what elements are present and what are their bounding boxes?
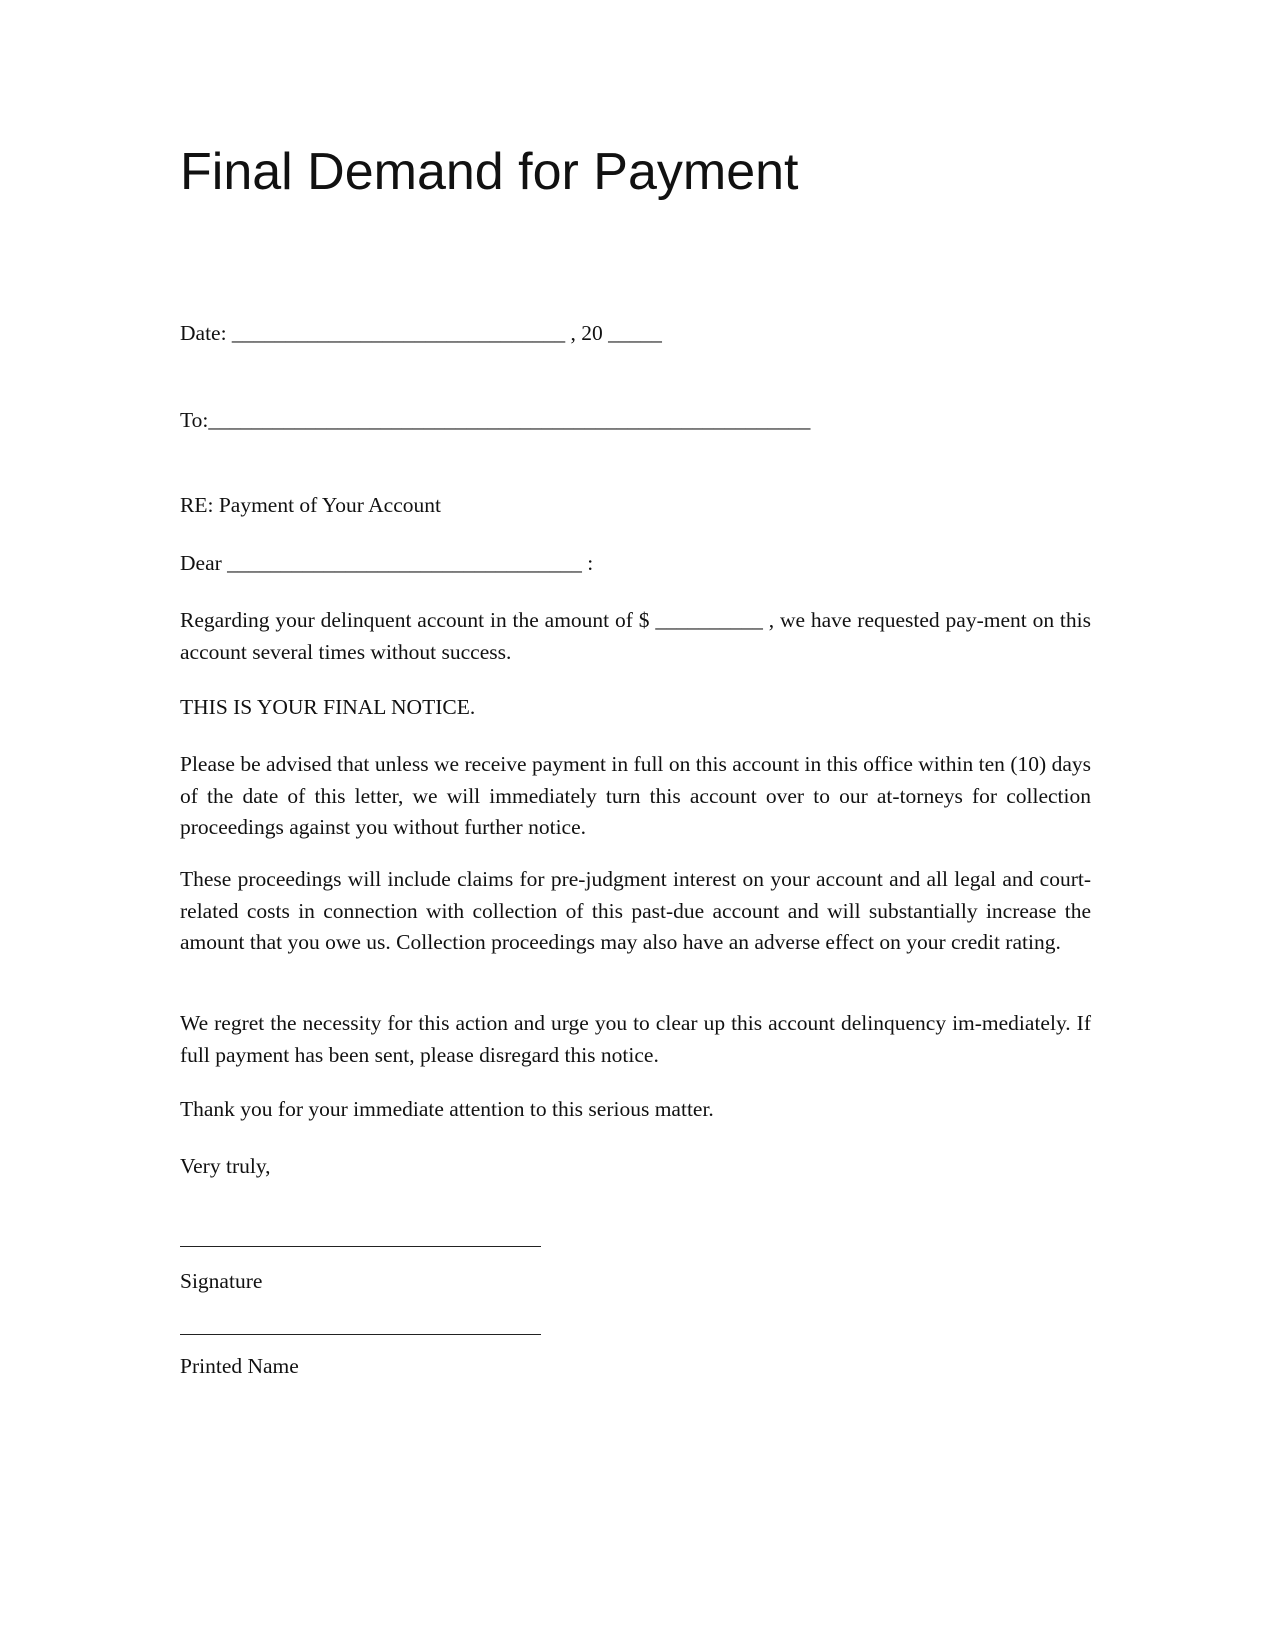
paragraph-thank-you: Thank you for your immediate attention to this serious matter. [180, 1097, 714, 1121]
final-notice-heading: THIS IS YOUR FINAL NOTICE. [180, 695, 476, 719]
salutation-line: Dear _________________________________ : [180, 551, 594, 575]
signature-rule [180, 1246, 541, 1247]
re-line: RE: Payment of Your Account [180, 493, 441, 517]
signature-label: Signature [180, 1269, 263, 1293]
paragraph-amount: Regarding your delinquent account in the amount of $ __________ , we have requested pay-ment on this account several times without success. [180, 608, 1091, 664]
to-field-line: To:________________________________________________________ [180, 408, 811, 432]
printed-name-label: Printed Name [180, 1354, 299, 1378]
paragraph-regret: We regret the necessity for this action and urge you to clear up this account delinquency im-mediately. If full payment has been sent, please disregard this notice. [180, 1011, 1091, 1067]
page-title: Final Demand for Payment [180, 143, 799, 201]
date-field-line: Date: _______________________________ , 20 _____ [180, 321, 662, 345]
paragraph-ten-days: Please be advised that unless we receive payment in full on this account in this office within ten (10) days of the date of this letter, we will immediately turn this account over to our at-torneys for collection proceedings against you without further notice. [180, 752, 1091, 839]
paragraph-proceedings: These proceedings will include claims for pre-judgment interest on your account and all legal and court-related costs in connection with collection of this past-due account and will substantially increase the amount that you owe us. Collection proceedings may also have an adverse effect on your credit rating. [180, 867, 1091, 954]
printed-name-rule [180, 1334, 541, 1335]
closing-line: Very truly, [180, 1154, 271, 1178]
